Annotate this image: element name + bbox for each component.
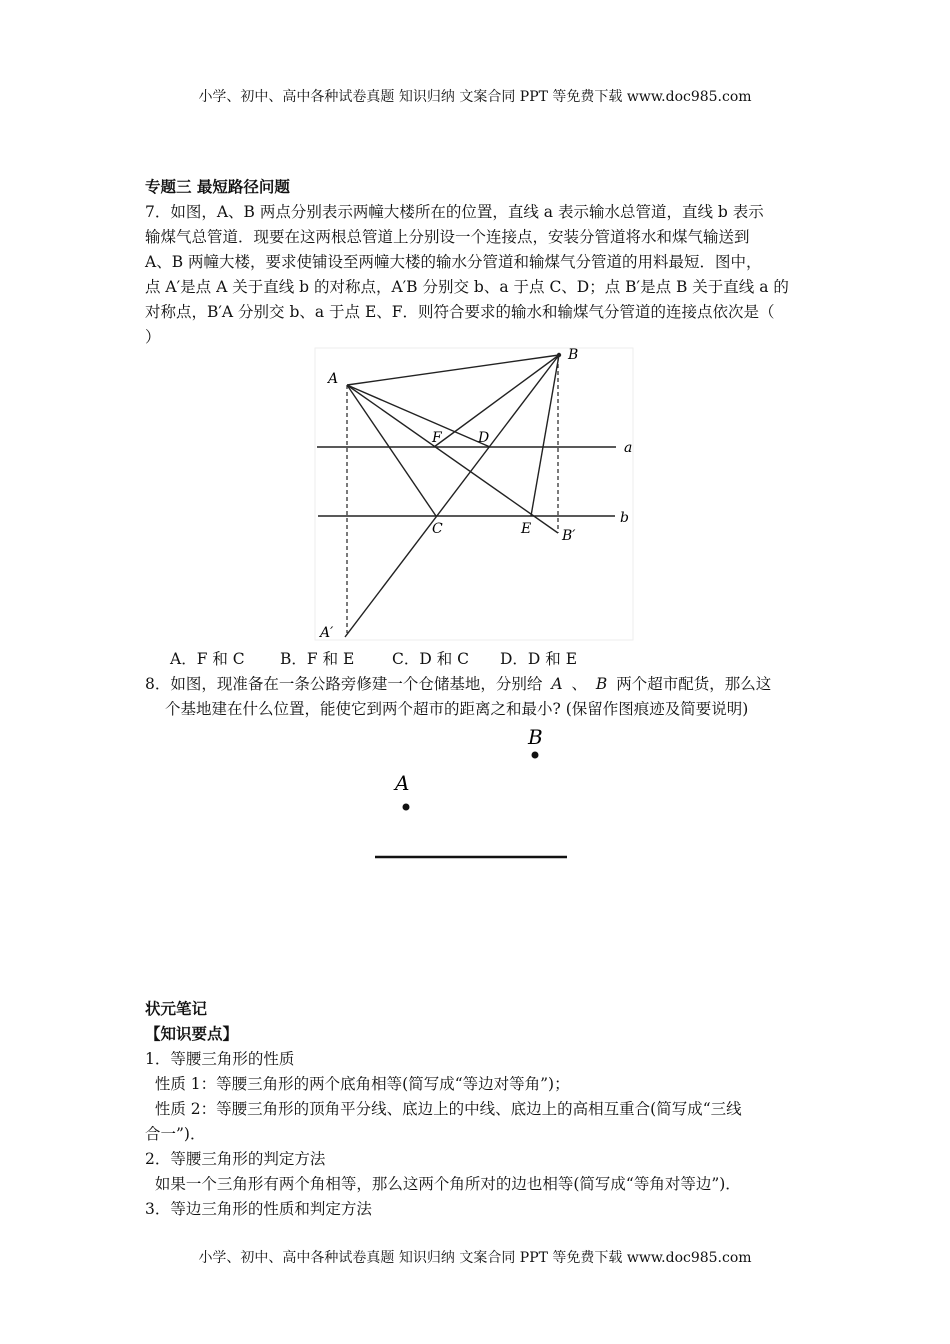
q7-geometry-figure xyxy=(310,345,640,645)
q8-road-figure xyxy=(360,720,590,870)
notes-line-1: 1．等腰三角形的性质 xyxy=(145,1050,295,1068)
label-B-prime: B′ xyxy=(562,528,576,544)
q7-line-4: 点 A′是点 A 关于直线 b 的对称点，A′B 分别交 b、a 于点 C、D；点 B′是点 B 关于直线 a 的 xyxy=(145,278,789,296)
label-B: B xyxy=(568,347,579,363)
label-C: C xyxy=(432,521,443,537)
label-A-prime: A′ xyxy=(320,625,334,641)
q7-line-5: 对称点，B′A 分别交 b、a 于点 E、F．则符合要求的输水和输煤气分管道的连接点依次是（ xyxy=(145,303,775,321)
notes-line-4: 合一”)． xyxy=(145,1125,206,1143)
section-title: 专题三 最短路径问题 xyxy=(145,177,290,196)
point-supermarket-B xyxy=(532,752,539,759)
label-supermarket-A: A xyxy=(395,771,410,795)
label-D: D xyxy=(478,430,490,446)
q7-line-1: 7．如图，A、B 两点分别表示两幢大楼所在的位置，直线 a 表示输水总管道，直线 b 表示 xyxy=(145,203,764,221)
q8-line-1-text-a: 8．如图，现准备在一条公路旁修建一个仓储基地，分别给 xyxy=(145,675,543,693)
point-B xyxy=(557,353,561,357)
label-A: A xyxy=(328,371,339,387)
label-F: F xyxy=(432,430,442,446)
notes-line-5: 2．等腰三角形的判定方法 xyxy=(145,1150,326,1168)
page-footer: 小学、初中、高中各种试卷真题 知识归纳 文案合同 PPT 等免费下载 www.doc985.com xyxy=(198,1250,752,1266)
page-header: 小学、初中、高中各种试卷真题 知识归纳 文案合同 PPT 等免费下载 www.doc985.com xyxy=(198,89,752,105)
q8-separator: 、 xyxy=(571,675,587,693)
notes-line-2: 性质 1：等腰三角形的两个底角相等(简写成“等边对等角”)； xyxy=(145,1075,570,1093)
q8-line-1-text-b: 两个超市配货，那么这 xyxy=(616,675,772,693)
q8-var-a: A xyxy=(551,675,563,693)
label-a: a xyxy=(624,440,633,456)
q7-option-d: D．D 和 E xyxy=(500,650,578,668)
q8-line-1 xyxy=(145,672,771,696)
q7-option-b: B．F 和 E xyxy=(280,650,355,668)
q8-var-b: B xyxy=(595,675,608,693)
notes-line-3: 性质 2：等腰三角形的顶角平分线、底边上的中线、底边上的高相互重合(简写成“三线 xyxy=(145,1100,742,1118)
q7-line-2: 输煤气总管道．现要在这两根总管道上分别设一个连接点，安装分管道将水和煤气输送到 xyxy=(145,228,750,246)
notes-subtitle: 【知识要点】 xyxy=(145,1024,239,1043)
label-E: E xyxy=(521,521,532,537)
label-supermarket-B: B xyxy=(528,725,543,749)
label-b: b xyxy=(620,510,629,526)
q7-option-a: A．F 和 C xyxy=(170,650,245,668)
point-supermarket-A xyxy=(403,804,410,811)
q8-line-2: 个基地建在什么位置，能使它到两个超市的距离之和最小? (保留作图痕迹及简要说明) xyxy=(165,700,749,718)
notes-title: 状元笔记 xyxy=(145,999,208,1018)
q7-line-3: A、B 两幢大楼，要求使铺设至两幢大楼的输水分管道和输煤气分管道的用料最短．图中， xyxy=(145,253,762,271)
q7-option-c: C．D 和 C xyxy=(392,650,470,668)
notes-line-7: 3．等边三角形的性质和判定方法 xyxy=(145,1200,372,1218)
q7-line-6: ） xyxy=(145,328,161,346)
notes-line-6: 如果一个三角形有两个角相等，那么这两个角所对的边也相等(简写成“等角对等边”)． xyxy=(145,1175,741,1193)
